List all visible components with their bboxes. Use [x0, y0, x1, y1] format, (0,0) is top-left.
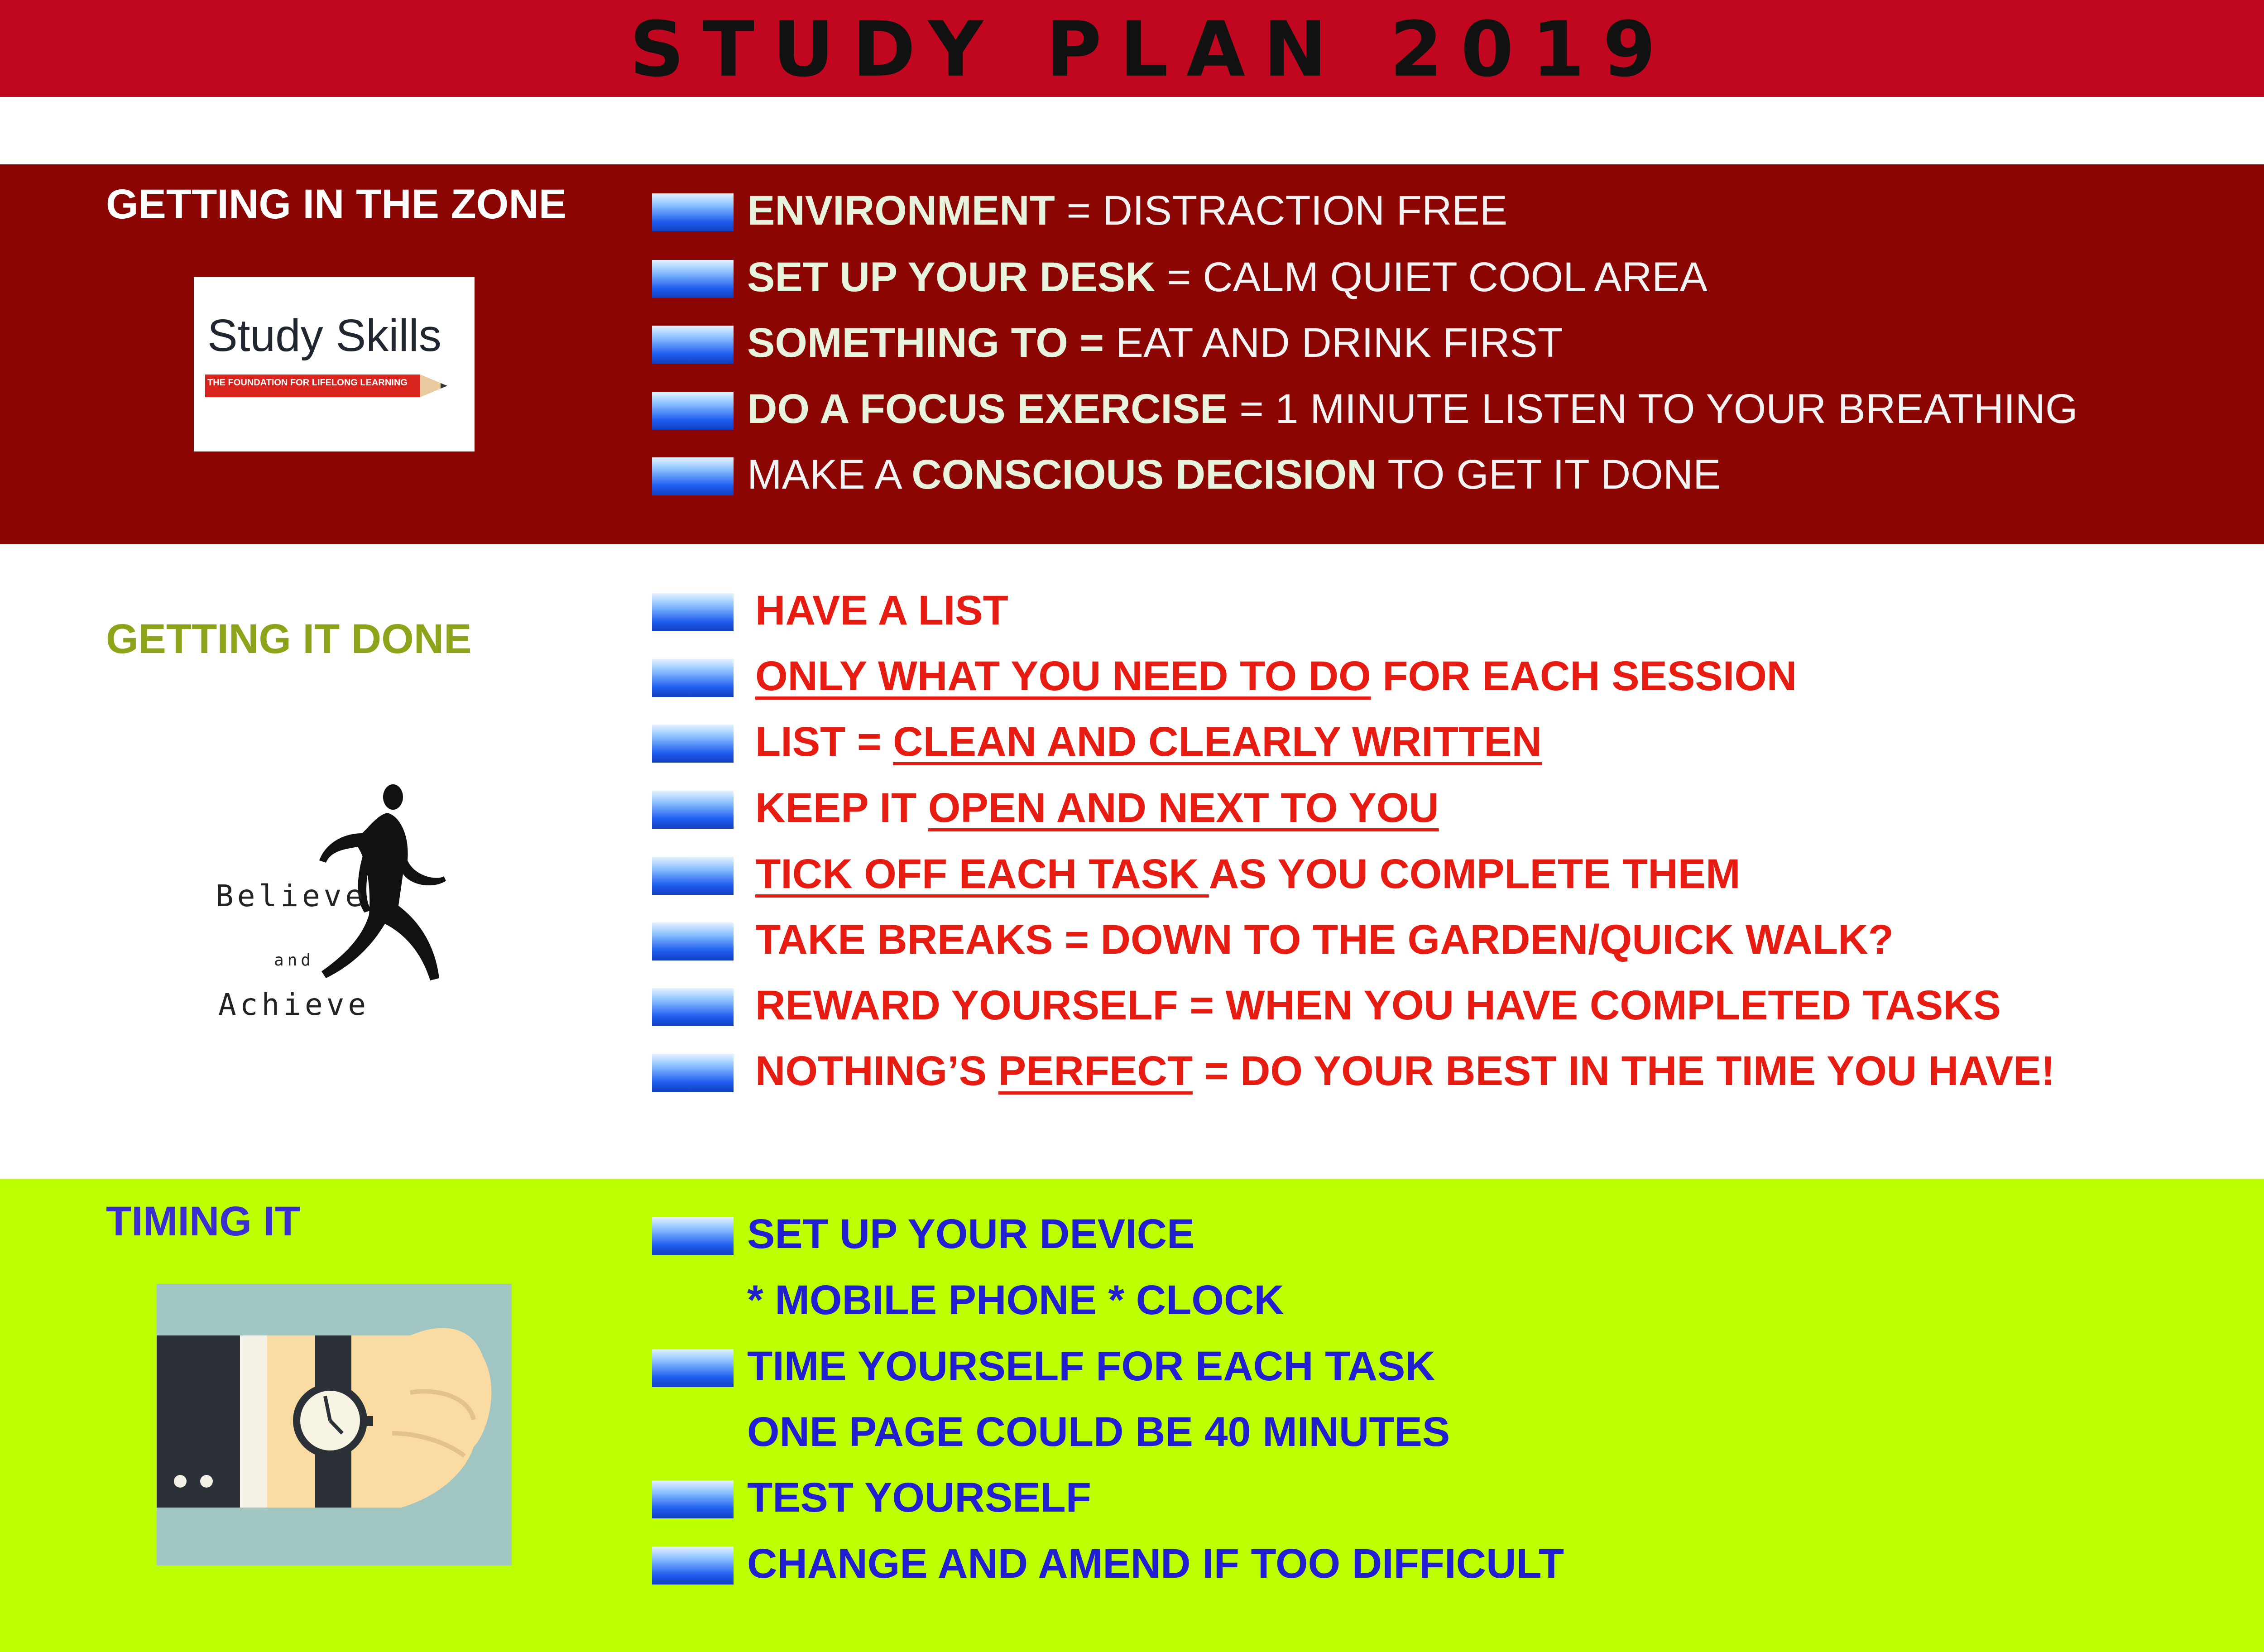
done-list-item: [652, 978, 2264, 1032]
bullet-bar-icon: [652, 1217, 734, 1255]
bullet-bar-icon: [652, 260, 734, 298]
done-item-prefix: LIST =: [755, 719, 893, 765]
done-item-underlined: CLEAN AND CLEARLY WRITTEN: [893, 719, 1542, 765]
timing-list-item: [652, 1339, 2264, 1393]
bullet-bar-icon: [652, 1349, 734, 1387]
timing-list-item: [652, 1207, 2264, 1261]
zone-item-emphasis: SOMETHING TO =: [747, 320, 1104, 366]
done-item-text: [755, 715, 1542, 769]
bullet-bar-icon: [652, 457, 734, 495]
zone-item-text: [747, 447, 1721, 502]
timing-list-item: [652, 1405, 2264, 1459]
timing-item-text: CHANGE AND AMEND IF TOO DIFFICULT: [747, 1541, 1564, 1587]
done-item-prefix: KEEP IT: [755, 785, 928, 831]
done-item-suffix: = DO YOUR BEST IN THE TIME YOU HAVE!: [1193, 1048, 2055, 1094]
bullet-bar-icon: [652, 922, 734, 960]
done-item-text: [755, 978, 2001, 1032]
done-item-prefix: TAKE BREAKS = DOWN TO THE GARDEN/QUICK WALK?: [755, 917, 1894, 963]
zone-item-rest: TO GET IT DONE: [1377, 451, 1721, 498]
done-item-prefix: HAVE A LIST: [755, 587, 1008, 634]
zone-item-text: [747, 316, 1563, 370]
done-list-item: [652, 847, 2264, 901]
zone-item-emphasis: SET UP YOUR DESK: [747, 254, 1156, 300]
bullet-bar-icon: [652, 392, 734, 430]
done-item-prefix: REWARD YOURSELF = WHEN YOU HAVE COMPLETED TASKS: [755, 982, 2001, 1028]
zone-item-rest: EAT AND DRINK FIRST: [1104, 320, 1563, 366]
bullet-bar-icon: [652, 857, 734, 895]
done-list-item: [652, 1044, 2264, 1098]
done-list-item: [652, 912, 2264, 967]
timing-list-item: [652, 1273, 2264, 1327]
page-title: STUDY PLAN 2019: [629, 5, 1674, 94]
bullet-bar-icon: [652, 326, 734, 364]
zone-item-text: [747, 250, 1708, 304]
timing-item-text: ONE PAGE COULD BE 40 MINUTES: [747, 1409, 1450, 1455]
bullet-bar-icon: [652, 193, 734, 231]
bullet-bar-icon: [652, 659, 734, 697]
timing-item-text: SET UP YOUR DEVICE: [747, 1211, 1195, 1257]
zone-item-emphasis: DO A FOCUS EXERCISE: [747, 386, 1228, 432]
zone-item-text: [747, 183, 1507, 238]
done-item-text: [755, 583, 1008, 638]
bullet-bar-icon: [652, 988, 734, 1026]
bullet-bar-icon: [652, 593, 734, 631]
believe-text: Believe: [216, 879, 367, 913]
zone-item-rest: = 1 MINUTE LISTEN TO YOUR BREATHING: [1228, 386, 2078, 432]
section-title-timing: TIMING IT: [106, 1198, 301, 1244]
zone-list-item: [652, 250, 2264, 304]
done-list-item: [652, 781, 2264, 835]
done-item-underlined: PERFECT: [998, 1048, 1193, 1094]
zone-item-emphasis: ENVIRONMENT: [747, 187, 1055, 234]
zone-item-rest: = CALM QUIET COOL AREA: [1155, 254, 1708, 300]
bullet-bar-icon: [652, 725, 734, 763]
zone-list-item: [652, 447, 2264, 502]
done-item-suffix: AS YOU COMPLETE THEM: [1209, 851, 1741, 897]
done-item-underlined: OPEN AND NEXT TO YOU: [928, 785, 1439, 831]
wristwatch-icon: [157, 1284, 512, 1566]
done-item-text: [755, 1044, 2055, 1098]
achieve-text: Achieve: [218, 987, 370, 1022]
zone-item-emphasis: CONSCIOUS DECISION: [911, 451, 1377, 498]
done-item-text: [755, 649, 1797, 703]
timing-list-item: [652, 1537, 2264, 1591]
timing-list-item: [652, 1470, 2264, 1525]
bullet-bar-icon: [652, 1054, 734, 1092]
zone-item-rest: = DISTRACTION FREE: [1055, 187, 1508, 234]
done-list-item: [652, 649, 2264, 703]
zone-item-text: [747, 382, 2078, 436]
zone-item-prefix: MAKE A: [747, 451, 912, 498]
done-item-text: [755, 847, 1741, 901]
zone-list-item: [652, 382, 2264, 436]
done-item-underlined: ONLY WHAT YOU NEED TO DO: [755, 653, 1371, 699]
zone-list-item: [652, 183, 2264, 238]
bullet-bar-icon: [652, 1480, 734, 1518]
done-list-item: [652, 715, 2264, 769]
done-item-text: [755, 781, 1439, 835]
done-list-item: [652, 583, 2264, 638]
done-item-suffix: FOR EACH SESSION: [1371, 653, 1797, 699]
title-banner: [0, 0, 2264, 97]
zone-list-item: [652, 316, 2264, 370]
bullet-bar-icon: [652, 791, 734, 829]
study-skills-tagline: THE FOUNDATION FOR LIFELONG LEARNING: [207, 378, 408, 388]
section-title-zone: GETTING IN THE ZONE: [106, 181, 567, 227]
believe-and-achieve-logo: [208, 770, 462, 1032]
and-text: and: [274, 951, 315, 970]
done-item-underlined: TICK OFF EACH TASK: [755, 851, 1209, 897]
timing-item-text: TEST YOURSELF: [747, 1474, 1091, 1521]
bullet-bar-icon: [652, 1546, 734, 1585]
section-title-done: GETTING IT DONE: [106, 616, 472, 662]
done-item-prefix: NOTHING’S: [755, 1048, 998, 1094]
done-item-text: [755, 912, 1894, 967]
study-skills-logo-text: Study Skills: [207, 310, 441, 361]
timing-item-text: TIME YOURSELF FOR EACH TASK: [747, 1343, 1435, 1389]
study-skills-logo: [194, 277, 475, 451]
timing-item-text: * MOBILE PHONE * CLOCK: [747, 1277, 1284, 1323]
